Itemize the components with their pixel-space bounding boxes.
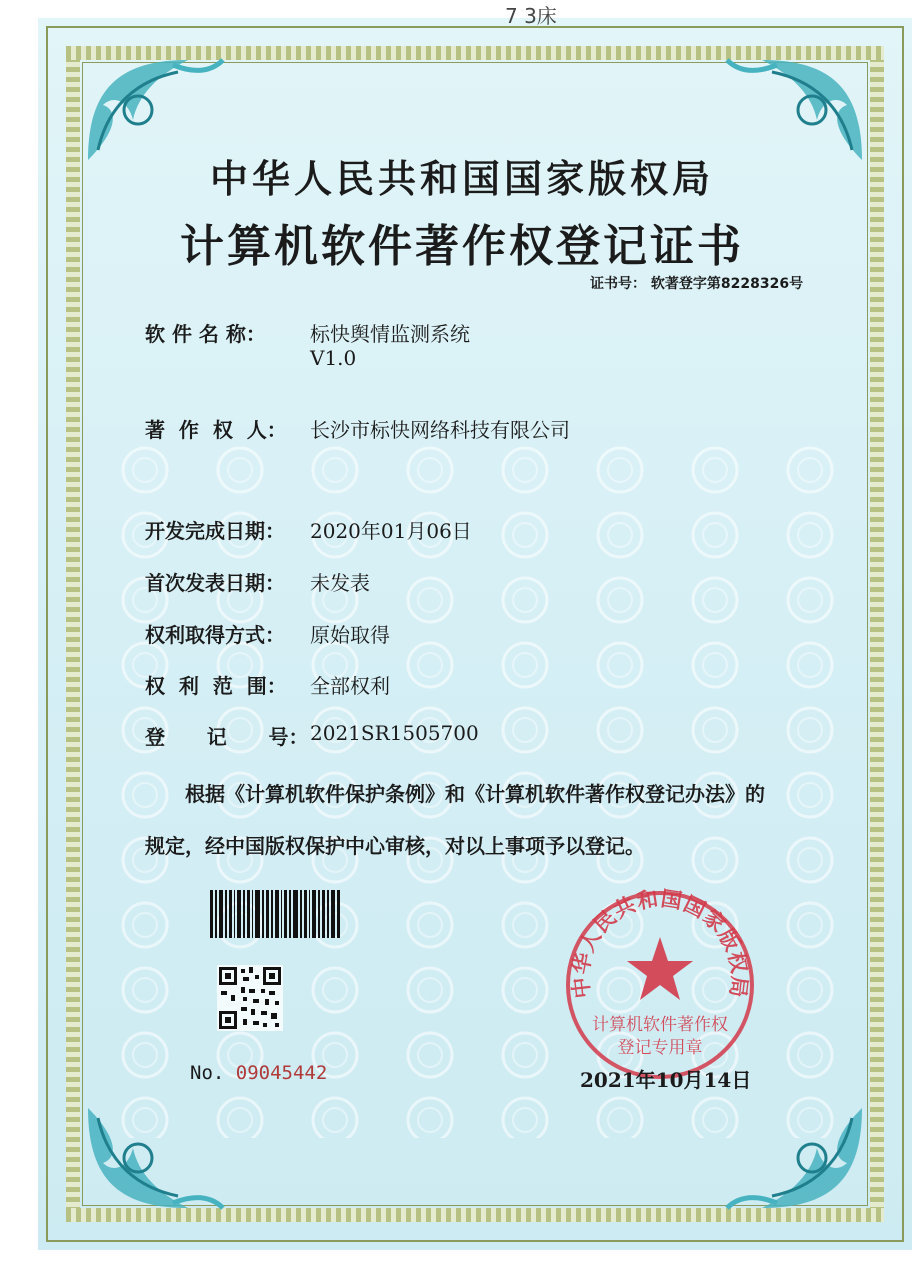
seal-outer-text: 中华人民共和国国家版权局 (567, 885, 753, 1000)
serial-number (190, 1062, 327, 1084)
field-label: 著 作 权 人： (145, 418, 287, 442)
field-value: 原始取得 (310, 623, 390, 647)
field-value: 全部权利 (310, 674, 390, 698)
field-label: 权利取得方式： (145, 623, 285, 647)
certificate-title: 计算机软件著作权登记证书 (180, 221, 744, 272)
field-value: 标快舆情监测系统 (310, 322, 470, 346)
field-value: 2021SR1505700 (310, 721, 479, 745)
seal-inner-line-2: 登记专用章 (617, 1038, 703, 1058)
field-value: 长沙市标快网络科技有限公司 (310, 418, 570, 442)
field-label: 开发完成日期： (145, 519, 285, 543)
field-label: 权 利 范 围： (145, 674, 287, 698)
handwritten-note: 7 3床 (505, 4, 557, 28)
statement-line-2: 规定，经中国版权保护中心审核，对以上事项予以登记。 (145, 834, 645, 858)
field-label: 软 件 名 称： (145, 322, 266, 346)
cert-no-value: 软著登字第8228326号 (650, 276, 804, 292)
field-label: 登 记 号： (145, 725, 309, 749)
serial-prefix: No. (190, 1062, 225, 1084)
issuer-title: 中华人民共和国国家版权局 (209, 156, 714, 201)
qr-code (217, 965, 283, 1031)
field-label: 首次发表日期： (145, 571, 285, 595)
barcode (210, 890, 340, 938)
serial-value: 09045442 (235, 1062, 328, 1084)
field-value-version: V1.0 (310, 346, 357, 370)
official-seal (560, 885, 760, 1085)
cert-no-label: 证书号： (590, 276, 646, 292)
field-value: 2020年01月06日 (310, 519, 472, 543)
seal-inner-line-1: 计算机软件著作权 (592, 1015, 728, 1035)
issue-date: 2021年10月14日 (580, 1068, 752, 1092)
field-value: 未发表 (310, 571, 370, 595)
certificate-number (590, 273, 803, 293)
statement-line-1: 根据《计算机软件保护条例》和《计算机软件著作权登记办法》的 (185, 782, 765, 806)
